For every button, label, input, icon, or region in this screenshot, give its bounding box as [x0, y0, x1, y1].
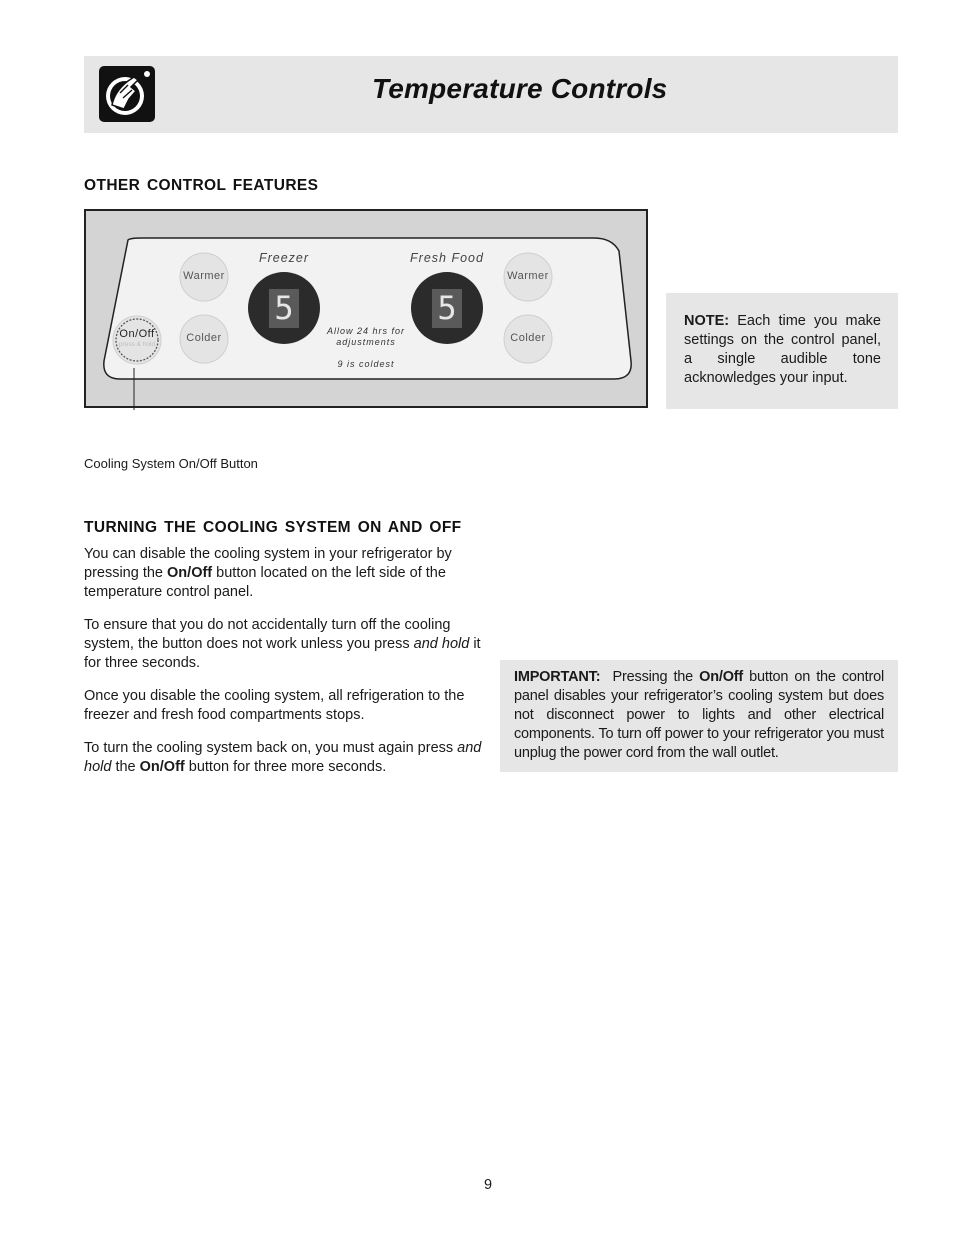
on-off-label: On/Off [119, 328, 155, 340]
text: button located on the left side of the temperature control panel. [84, 565, 446, 600]
page-title: Temperature Controls [372, 73, 668, 104]
important-bold: On/Off [699, 669, 744, 685]
text: You can disable the cooling system in your refrigerator by pressing the [84, 546, 452, 581]
control-panel-illustration [84, 209, 650, 410]
note-text: Each time you make settings on the control panel, a single audible tone acknowledges your input. [684, 313, 881, 386]
emphasis: and hold [413, 636, 470, 652]
text: To turn the cooling system back on, you must again press [84, 740, 458, 756]
paragraph-4 [84, 739, 484, 777]
note-box [666, 293, 898, 409]
freezer-colder-button[interactable]: Colder [186, 332, 222, 344]
fresh-food-colder-button[interactable]: Colder [510, 332, 546, 344]
important-text-a: Pressing the [600, 669, 700, 685]
callout-label: Cooling System On/Off Button [84, 456, 258, 471]
on-off-sub-label: press & hold [118, 341, 156, 348]
cooling-system-body [84, 545, 484, 791]
paragraph-1 [84, 545, 484, 602]
freezer-label: Freezer [258, 251, 310, 265]
adjustment-note-line1: Allow 24 hrs for [326, 326, 406, 336]
freezer-warmer-button[interactable]: Warmer [183, 270, 225, 282]
section-heading-cooling-system: TURNING THE COOLING SYSTEM ON AND OFF [84, 519, 462, 536]
text: button for three more seconds. [184, 759, 387, 775]
emphasis: On/Off [167, 565, 213, 581]
on-off-button[interactable] [113, 328, 161, 349]
hand-on-dial-icon [98, 65, 156, 123]
adjustment-note [310, 326, 422, 348]
important-box [500, 660, 898, 772]
page-header [84, 56, 898, 133]
emphasis: On/Off [139, 759, 185, 775]
freezer-display: 5 [274, 289, 294, 327]
text: it for three seconds. [84, 636, 481, 671]
paragraph-2 [84, 616, 484, 673]
fresh-food-label: Fresh Food [410, 251, 484, 265]
coldest-note: 9 is coldest [337, 359, 395, 369]
fresh-food-display: 5 [437, 289, 457, 327]
fresh-food-warmer-button[interactable]: Warmer [507, 270, 549, 282]
page-number: 9 [483, 1177, 493, 1193]
note-lead: NOTE: [684, 313, 730, 329]
important-lead: IMPORTANT: [514, 669, 601, 685]
emphasis: and hold [84, 740, 482, 775]
paragraph-3: Once you disable the cooling system, all refrigeration to the freezer and fresh food compartments stops. [84, 688, 465, 723]
text: To ensure that you do not accidentally turn off the cooling system, the button does not work unless you press [84, 617, 451, 652]
adjustment-note-line2: adjustments [336, 337, 396, 347]
section-heading-control-features: OTHER CONTROL FEATURES [84, 177, 319, 194]
important-text-b: button on the control panel disables your refrigerator’s cooling system but does not disconnect power to lights and other electrical components. To turn off power to your refrigerator you must unplug the power cord from the wall outlet. [514, 669, 884, 761]
text: the [111, 759, 140, 775]
